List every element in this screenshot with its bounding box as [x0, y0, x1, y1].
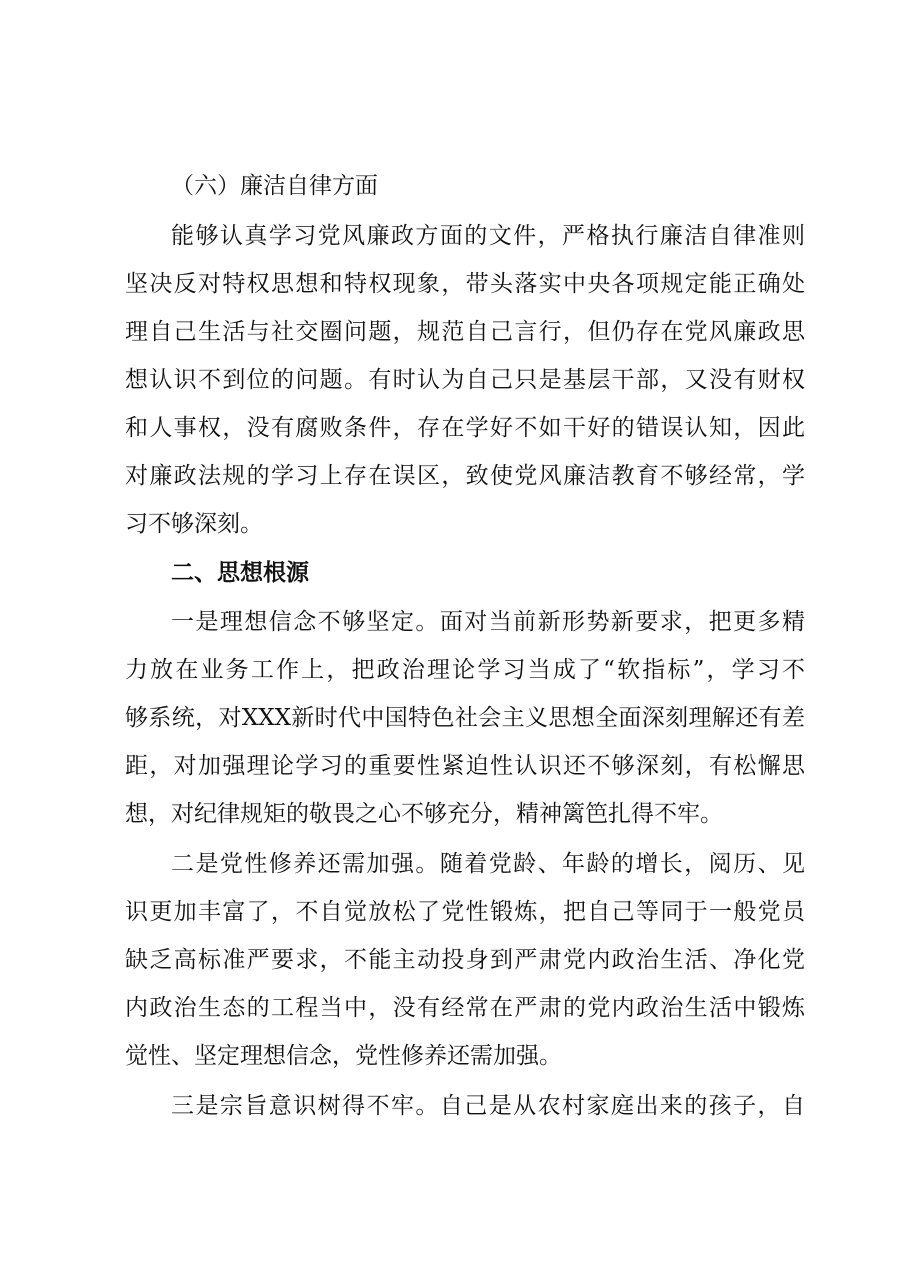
- text-line: 距，对加强理论学习的重要性紧迫性认识还不够深刻，有松懈思: [125, 753, 805, 779]
- text-line: 习不够深刻。: [125, 511, 263, 537]
- text-line: 能够认真学习党风廉政方面的文件，严格执行廉洁自律准则: [171, 223, 805, 249]
- text-line: 理自己生活与社交圈问题，规范自己言行，但仍存在党风廉政思: [125, 319, 805, 345]
- text-line: 觉性、坚定理想信念，党性修养还需加强。: [125, 1043, 562, 1069]
- text-line: 够系统，对XXX新时代中国特色社会主义思想全面深刻理解还有差: [125, 705, 805, 731]
- paragraph-integrity: [125, 212, 805, 548]
- text-line: 缺乏高标准严要求，不能主动投身到严肃党内政治生活、净化党: [125, 947, 805, 973]
- paragraph-party-spirit: [125, 840, 805, 1080]
- section-heading-integrity: （六）廉洁自律方面: [171, 173, 378, 199]
- text-line: 一是理想信念不够坚定。面对当前新形势新要求，把更多精: [171, 609, 805, 635]
- document-body: [125, 160, 805, 1130]
- text-line: 力放在业务工作上，把政治理论学习当成了“软指标”，学习不: [125, 657, 805, 683]
- text-line: 坚决反对特权思想和特权现象，带头落实中央各项规定能正确处: [125, 271, 805, 297]
- text-line: 对廉政法规的学习上存在误区，致使党风廉洁教育不够经常，学: [125, 463, 805, 489]
- text-line: 想，对纪律规矩的敬畏之心不够充分，精神篱笆扎得不牢。: [125, 801, 723, 827]
- text-line: 二是党性修养还需加强。随着党龄、年龄的增长，阅历、见: [171, 851, 805, 877]
- text-line: 三是宗旨意识树得不牢。自己是从农村家庭出来的孩子，自: [171, 1093, 805, 1119]
- paragraph-ideals-faith: [125, 598, 805, 838]
- paragraph-purpose-awareness: [125, 1082, 805, 1130]
- text-line: 内政治生态的工程当中，没有经常在严肃的党内政治生活中锻炼: [125, 995, 805, 1021]
- text-line: 和人事权，没有腐败条件，存在学好不如干好的错误认知，因此: [125, 415, 805, 441]
- text-line: 想认识不到位的问题。有时认为自己只是基层干部，又没有财权: [125, 367, 805, 393]
- part-heading-ideological-roots: 二、思想根源: [171, 560, 309, 586]
- text-line: 识更加丰富了，不自觉放松了党性锻炼，把自己等同于一般党员: [125, 899, 805, 925]
